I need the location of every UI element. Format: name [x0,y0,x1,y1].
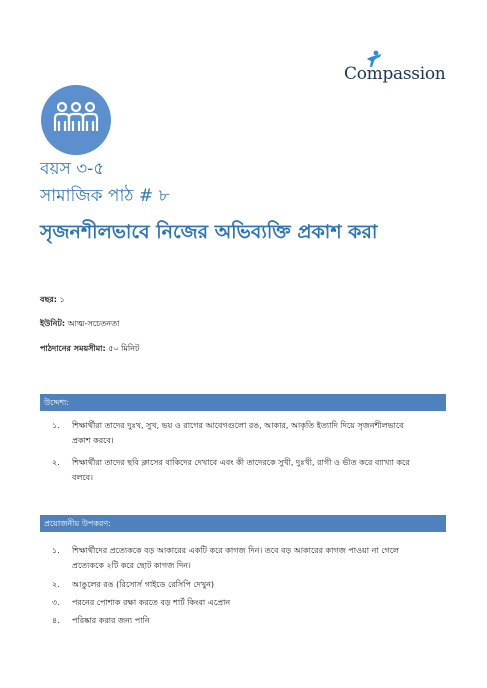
meta-year-value: ১ [59,295,65,304]
objective-text-line2: প্রকাশ করবে। [72,436,114,445]
meta-time-value: ৫০ মিনিট [108,344,140,353]
objective-text-line2: বলবে। [72,473,93,482]
objective-number: ১. [52,421,60,430]
material-item [52,613,432,628]
meta-unit [40,318,119,331]
material-item [52,595,432,610]
material-text-line1: পরিষ্কার করার জন্য পানি [72,616,150,625]
material-number: ৪. [52,616,60,625]
objective-number: ২. [52,458,60,467]
material-text-line1: শিক্ষার্থীদের প্রত্যেককে বড় আকারের একটি করে কাগজ দিন। তবে বড় আকারের কাগজ পাওয়া না গেলে [72,546,399,555]
material-text-line1: আঙুলের রঙ (রিসোর্স গাইডে রেসিপি দেখুন) [72,580,215,589]
material-number: ১. [52,546,60,555]
objective-text-line1: শিক্ষার্থীরা তাদের ছবি ক্লাসের বাকিদের দেখাবে এবং কী তাদেরকে সুখী, দুঃখী, রাগী ও ভীত করে ব্যাখ্যা করে [72,458,410,467]
objectives-heading: উদ্দেশ্য: [40,394,446,411]
materials-heading: প্রয়োজনীয় উপকরণ: [40,515,446,532]
material-item [52,543,432,573]
objective-item [52,455,432,485]
lesson-number: সামাজিক পাঠ # ৮ [40,186,170,206]
meta-unit-value: আত্ম-সচেতনতা [67,319,120,328]
material-item [52,577,432,592]
objective-text-line1: শিক্ষার্থীরা তাদের দুঃখ, সুখ, ভয় ও রাগের আবেগগুলো রঙ, আকার, আকৃতি ইত্যাদি দিয়ে সৃজনশীলভাবে [72,421,404,430]
material-number: ৩. [52,598,60,607]
compassion-logo [344,50,449,92]
group-of-people-icon [41,85,111,155]
meta-year-label: বছর: [40,295,57,304]
objective-item [52,418,432,448]
meta-unit-label: ইউনিট: [40,319,66,328]
material-text-line1: পরনের পোশাক রক্ষা করতে বড় শার্ট কিংবা এপ্রোন [72,598,231,607]
meta-time-label: পাঠদানের সময়সীমা: [40,344,106,353]
page-title: সৃজনশীলভাবে নিজের অভিব্যক্তি প্রকাশ করা [40,221,378,243]
meta-time [40,343,139,356]
compassion-wordmark: Compassion [344,64,446,84]
age-range: বয়স ৩-৫ [40,159,105,179]
meta-year [40,294,65,307]
material-number: ২. [52,580,60,589]
material-text-line2: প্রত্যেককে ২টি করে ছোট কাগজ দিন। [72,561,191,570]
